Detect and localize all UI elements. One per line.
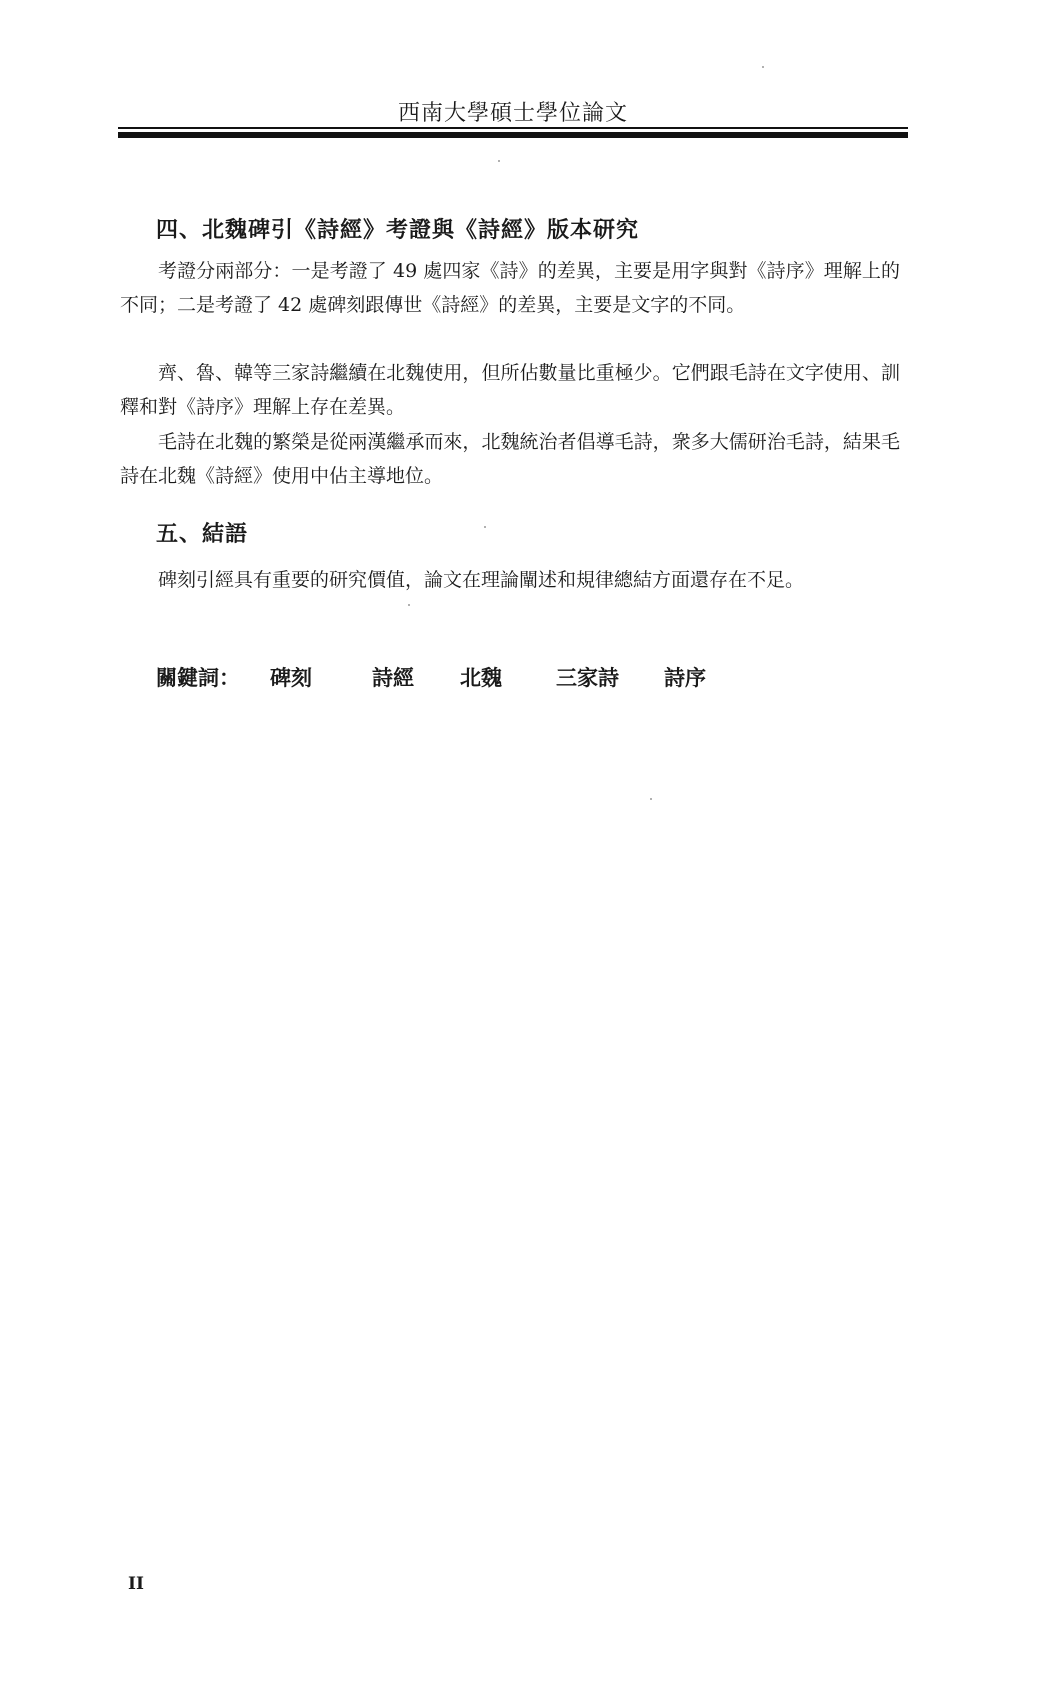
scan-speck (408, 604, 410, 606)
keywords-label: 關鍵詞： (156, 666, 240, 690)
section-4-paragraph-3: 毛詩在北魏的繁榮是從兩漢繼承而來，北魏統治者倡導毛詩，衆多大儒研治毛詩，結果毛詩在北魏《詩經》使用中佔主導地位。 (120, 431, 900, 487)
keyword-item: 北魏 (460, 666, 502, 690)
page-header-title: 西南大學碩士學位論文 (397, 101, 628, 126)
scan-speck (650, 798, 652, 800)
header-rule-thick (118, 132, 908, 138)
page-number: II (128, 1574, 144, 1594)
scan-speck (484, 526, 486, 528)
keyword-item: 詩序 (664, 666, 706, 690)
section-5-heading: 五、結語 (156, 522, 249, 547)
section-5-paragraph: 碑刻引經具有重要的研究價值，論文在理論闡述和規律總結方面還存在不足。 (158, 569, 805, 591)
scan-speck (762, 66, 764, 68)
keyword-item: 詩經 (372, 666, 414, 690)
section-4-heading: 四、北魏碑引《詩經》考證與《詩經》版本研究 (156, 218, 640, 243)
header-rule-thin (118, 127, 908, 129)
keyword-item: 碑刻 (270, 666, 312, 690)
section-4-paragraph-1: 考證分兩部分：一是考證了 49 處四家《詩》的差異，主要是用字與對《詩序》理解上的不同；二是考證了 42 處碑刻跟傳世《詩經》的差異，主要是文字的不同。 (120, 260, 900, 316)
scan-speck (498, 160, 500, 162)
section-4-paragraph-2: 齊、魯、韓等三家詩繼續在北魏使用，但所佔數量比重極少。它們跟毛詩在文字使用、訓釋和對《詩序》理解上存在差異。 (120, 362, 900, 418)
keyword-item: 三家詩 (556, 666, 619, 690)
